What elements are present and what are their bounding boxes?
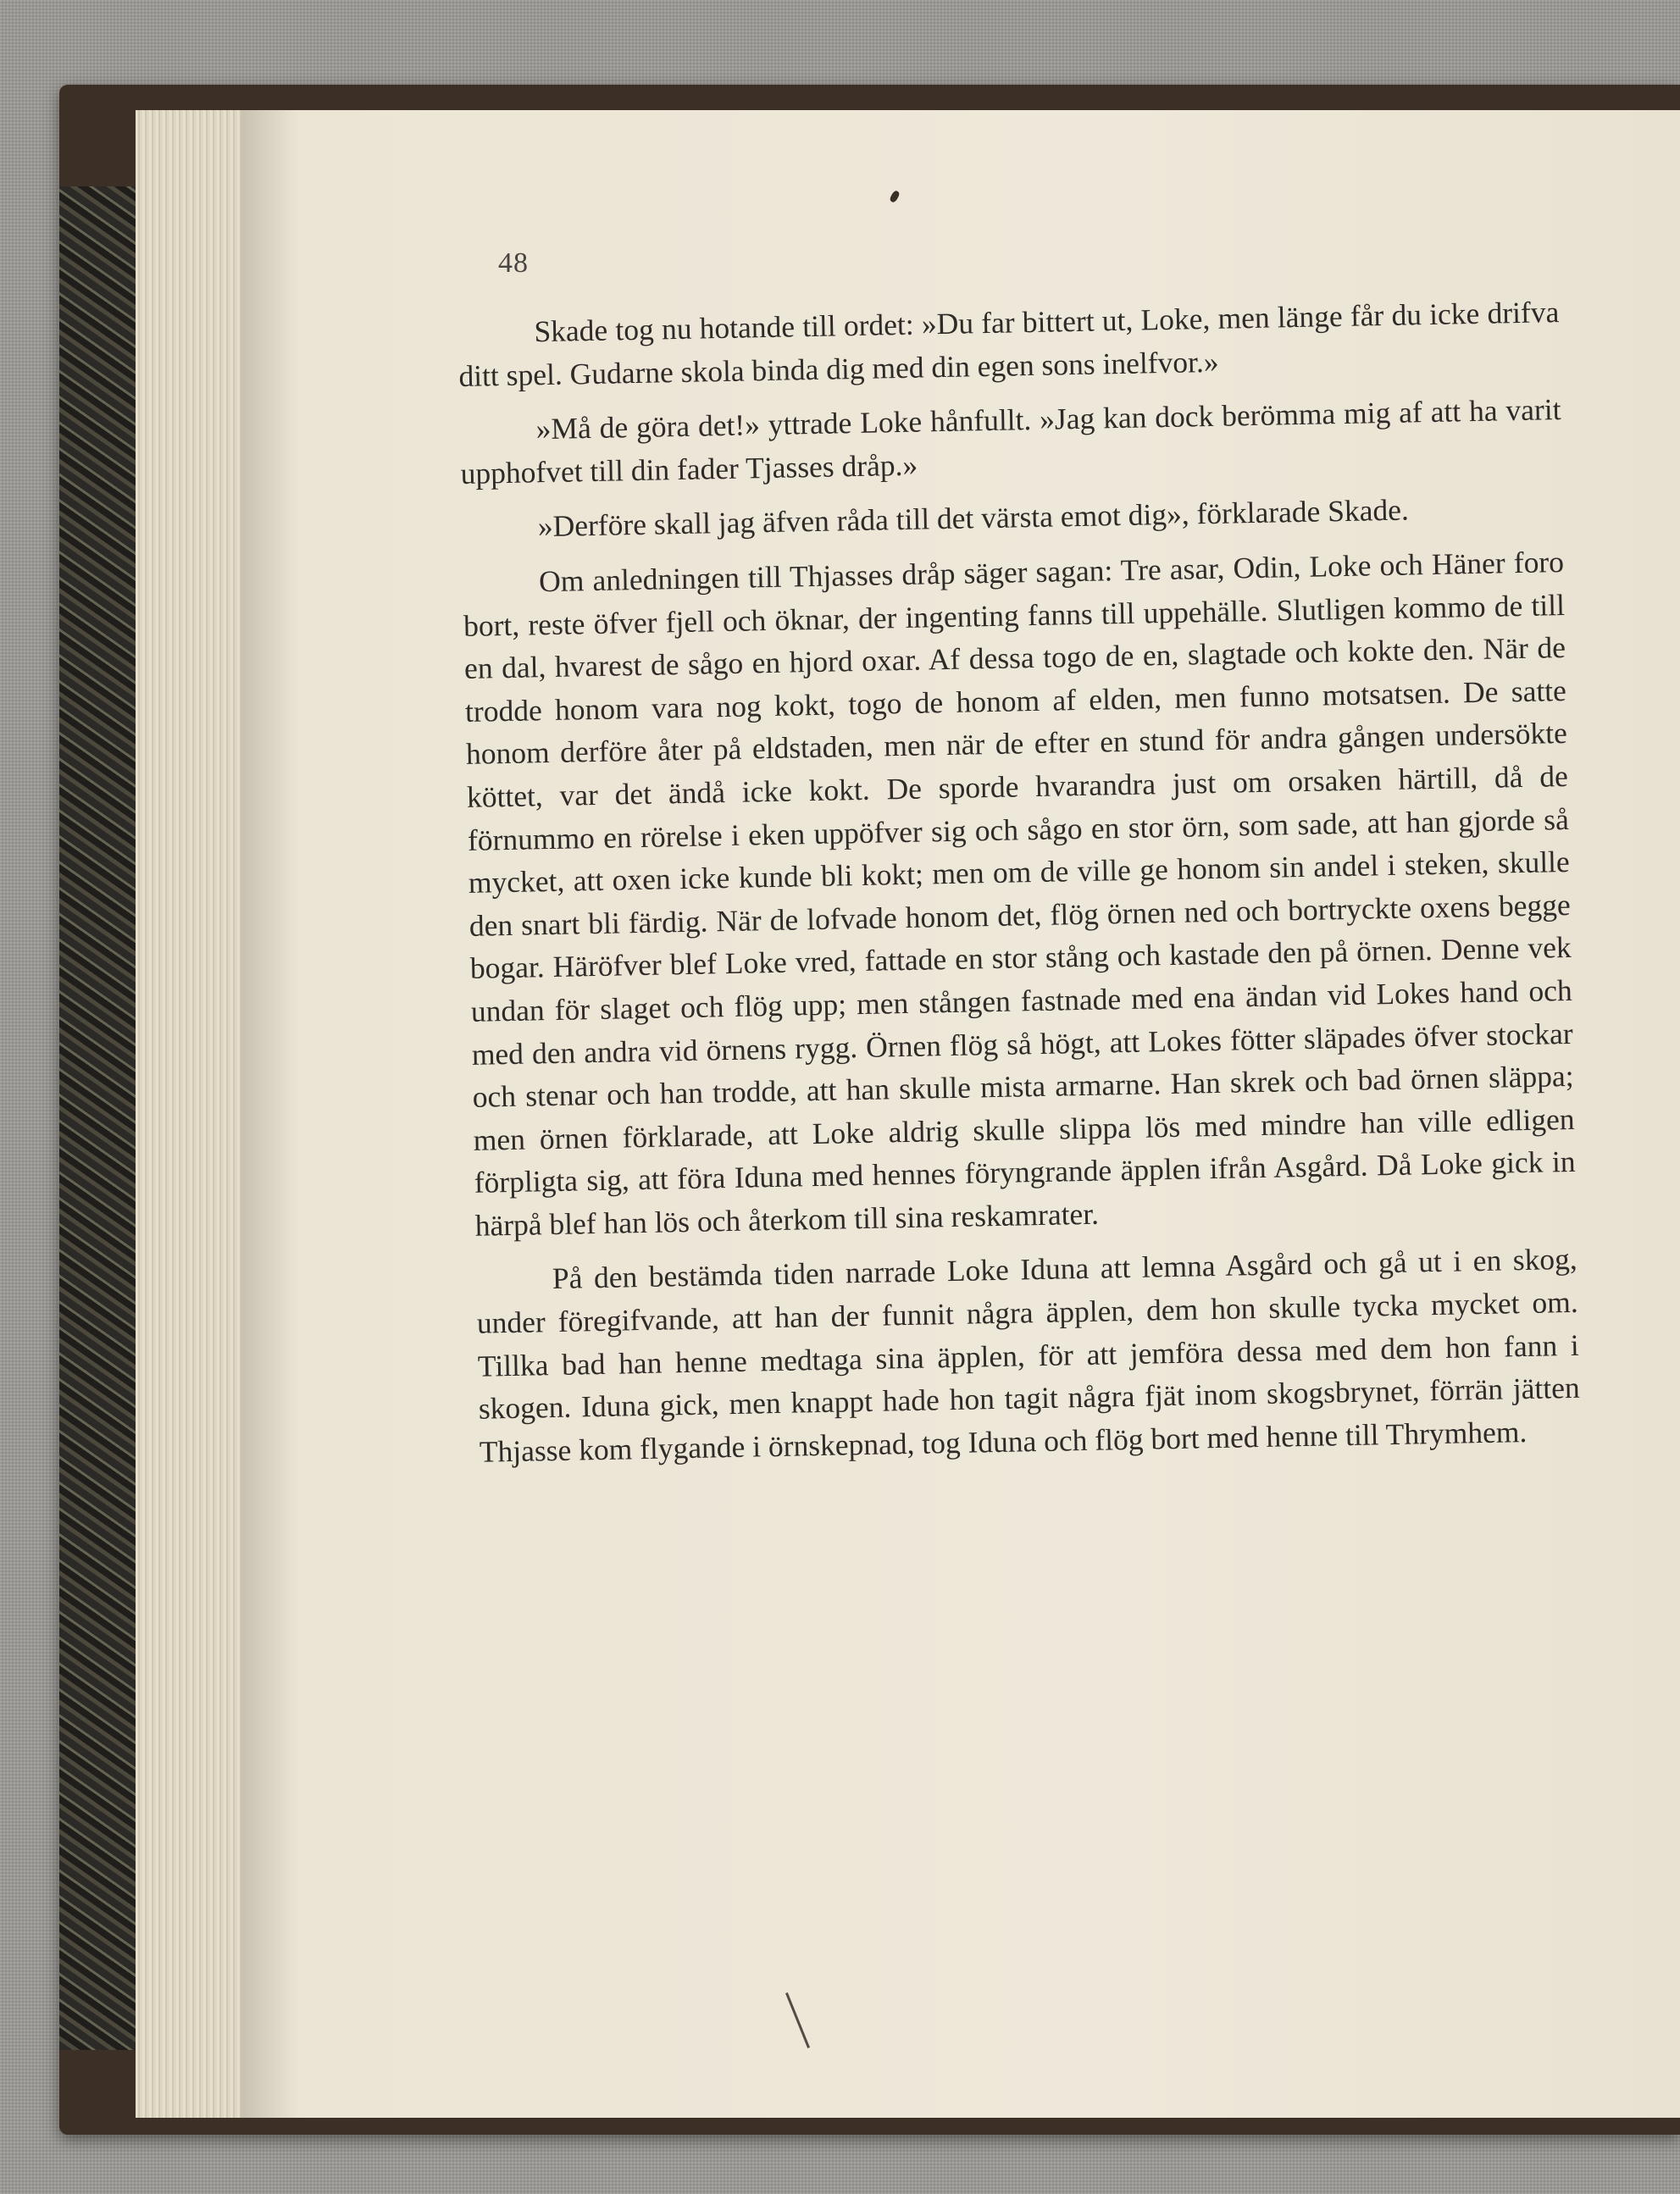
page-text bbox=[457, 291, 1581, 1485]
paragraph-4: Om anledningen till Thjasses dråp säger sagan: Tre asar, Odin, Loke och Häner foro bort, reste öfver fjell och öknar, der ingenting fanns till uppehälle. Slutligen kommo de till en dal, hvarest de sågo en hjord oxar. Af dessa togo de en, slagtade och kokte den. När de trodde honom vara nog kokt, togo de honom af elden, men funno motsatsen. De satte honom derföre åter på eldstaden, men när de efter en stund för andra gången undersökte köttet, var det ändå icke kokt. De sporde hvarandra just om orsaken härtill, då de förnummo en rörelse i eken uppöfver sig och sågo en stor örn, som sade, att han gjorde så mycket, att oxen icke kunde bli kokt; men om de ville ge honom sin andel i steken, skulle den snart bli färdig. När de lofvade honom det, flög örnen ned och bortryckte oxens begge bogar. Häröfver blef Loke vred, fattade en stor stång och kastade den på örnen. Denne vek undan för slaget och flög upp; men stången fastnade med ena ändan vid Lokes hand och med den andra vid örnens rygg. Örnen flög så högt, att Lokes fötter släpades öfver stockar och stenar och han trodde, att han skulle mista armarne. Han skrek och bad örnen släppa; men örnen förklarade, att Loke aldrig skulle slippa lös med mindre han ville edligen förpligta sig, att föra Iduna med hennes föryngrande äpplen ifrån Asgård. Då Loke gick in härpå blef han lös och återkom till sina reskamrater. bbox=[463, 544, 1576, 1243]
marbled-edge bbox=[59, 186, 144, 2050]
paragraph-5: På den bestämda tiden narrade Loke Iduna att lemna Asgård och gå ut i en skog, under föregifvande, att han der funnit några äpplen, dem hon skulle tycka mycket om. Tillka bad han henne medtaga sina äpplen, för att jemföra dessa med dem hon fann i skogen. Iduna gick, men knappt hade hon tagit några fjät inom skogsbrynet, förrän jätten Thjasse kom flygande i örnskepnad, tog Iduna och flög bort med henne till Thrymhem. bbox=[476, 1242, 1581, 1469]
page-edges bbox=[136, 110, 246, 2118]
paragraph-2: »Må de göra det!» yttrade Loke hånfullt. »Jag kan dock berömma mig af att ha varit upphofvet till din fader Tjasses dråp.» bbox=[460, 392, 1561, 490]
spine-shadow bbox=[241, 110, 301, 2118]
page-number: 48 bbox=[498, 247, 529, 279]
paragraph-3: »Derföre skall jag äfven råda till det värsta emot dig», förklarade Skade. bbox=[537, 492, 1410, 544]
paragraph-1: Skade tog nu hotande till ordet: »Du far bittert ut, Loke, men länge får du icke drifva ditt spel. Gudarne skola binda dig med din egen sons inelfvor.» bbox=[458, 295, 1560, 393]
